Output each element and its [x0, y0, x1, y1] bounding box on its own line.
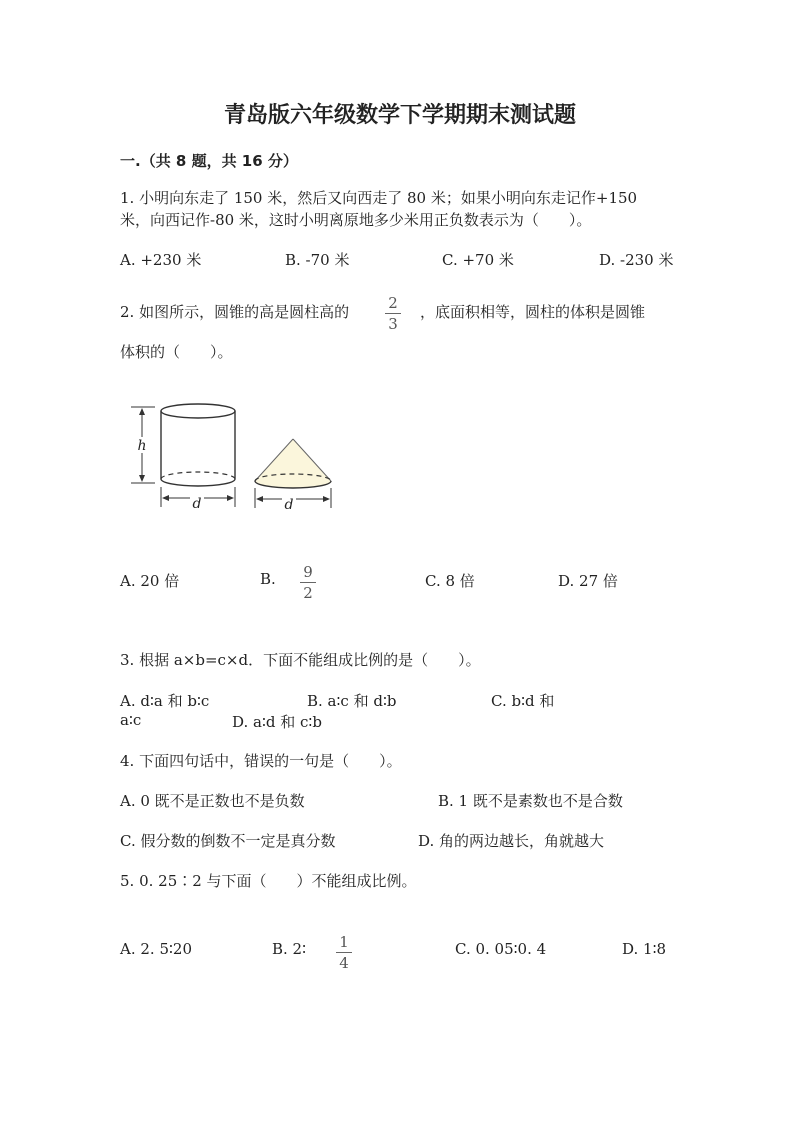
q4-option-c: C. 假分数的倒数不一定是真分数 — [120, 832, 336, 850]
cyl-d-arrow-right — [227, 495, 234, 501]
q5-option-d: D. 1∶8 — [622, 940, 667, 958]
q3-option-d: D. a∶d 和 c∶b — [232, 713, 322, 731]
question-2-line-2: 体积的（ ）。 — [120, 343, 233, 361]
q5-option-b-fraction — [336, 933, 352, 972]
cyl-d-label: d — [192, 496, 202, 512]
section-heading: 一.（共 8 题，共 16 分） — [120, 152, 298, 170]
q2-fraction-denominator: 3 — [388, 315, 398, 333]
q4-option-d: D. 角的两边越长，角就越大 — [418, 832, 605, 850]
q1-option-a: A. +230 米 — [120, 251, 202, 269]
q2-option-b: B. — [260, 570, 276, 588]
q2-option-c: C. 8 倍 — [425, 572, 475, 590]
q2-option-b-denominator: 2 — [303, 584, 313, 602]
q1-option-c: C. +70 米 — [442, 251, 514, 269]
q2-fraction-numerator: 2 — [388, 294, 398, 312]
q2-option-b-bar — [300, 582, 316, 583]
h-arrow-down — [139, 475, 145, 482]
question-2-line-1b: ，底面积相等，圆柱的体积是圆锥 — [420, 303, 646, 321]
cone-d-arrow-right — [323, 496, 330, 502]
question-1-line-2: 米，向西记作-80 米，这时小明离原地多少米用正负数表示为（ ）。 — [120, 211, 592, 229]
question-1-line-1: 1. 小明向东走了 150 米，然后又向西走了 80 米；如果小明向东走记作+150 — [120, 189, 638, 207]
q3-option-b: B. a∶c 和 d∶b — [307, 692, 397, 710]
cylinder-bottom-back — [161, 472, 235, 479]
cone-d-arrow-left — [256, 496, 263, 502]
question-2-line-1a: 2. 如图所示，圆锥的高是圆柱高的 — [120, 303, 350, 321]
q4-option-a: A. 0 既不是正数也不是负数 — [120, 792, 305, 810]
q4-option-b: B. 1 既不是素数也不是合数 — [438, 792, 623, 810]
q5-option-c: C. 0. 05∶0. 4 — [455, 940, 547, 958]
q2-fraction — [385, 294, 401, 333]
question-5-line-1: 5. 0. 25∶2 与下面（ ）不能组成比例。 — [120, 872, 417, 890]
q1-option-d: D. -230 米 — [599, 251, 674, 269]
q5-option-b: B. 2∶ — [272, 940, 307, 958]
q2-option-a: A. 20 倍 — [120, 572, 180, 590]
question-3-line-1: 3. 根据 a×b=c×d．下面不能组成比例的是（ ）。 — [120, 651, 481, 669]
h-arrow-up — [139, 408, 145, 415]
cylinder-cone-figure — [125, 395, 340, 520]
cyl-d-arrow-left — [162, 495, 169, 501]
cylinder-top-ellipse — [161, 404, 235, 418]
page-title: 青岛版六年级数学下学期期末测试题 — [223, 103, 576, 128]
q5-option-b-denominator: 4 — [339, 954, 349, 972]
q1-option-b: B. -70 米 — [285, 251, 350, 269]
cylinder-bottom-front — [161, 479, 235, 486]
question-4-line-1: 4. 下面四句话中，错误的一句是（ ）。 — [120, 752, 402, 770]
q5-option-a: A. 2. 5∶20 — [120, 940, 192, 958]
q3-option-c: C. b∶d 和 — [491, 692, 555, 710]
q2-option-d: D. 27 倍 — [558, 572, 618, 590]
h-label: h — [137, 438, 147, 454]
cone-fill — [255, 439, 331, 488]
q2-fraction-bar — [385, 313, 401, 314]
q2-option-b-fraction — [300, 563, 316, 602]
cone-d-label: d — [284, 497, 294, 513]
q3-option-a: A. d∶a 和 b∶c — [120, 692, 210, 710]
q3-option-c-cont: a∶c — [120, 711, 142, 729]
q2-option-b-numerator: 9 — [303, 563, 313, 581]
q5-option-b-numerator: 1 — [339, 933, 349, 951]
q5-option-b-bar — [336, 952, 352, 953]
